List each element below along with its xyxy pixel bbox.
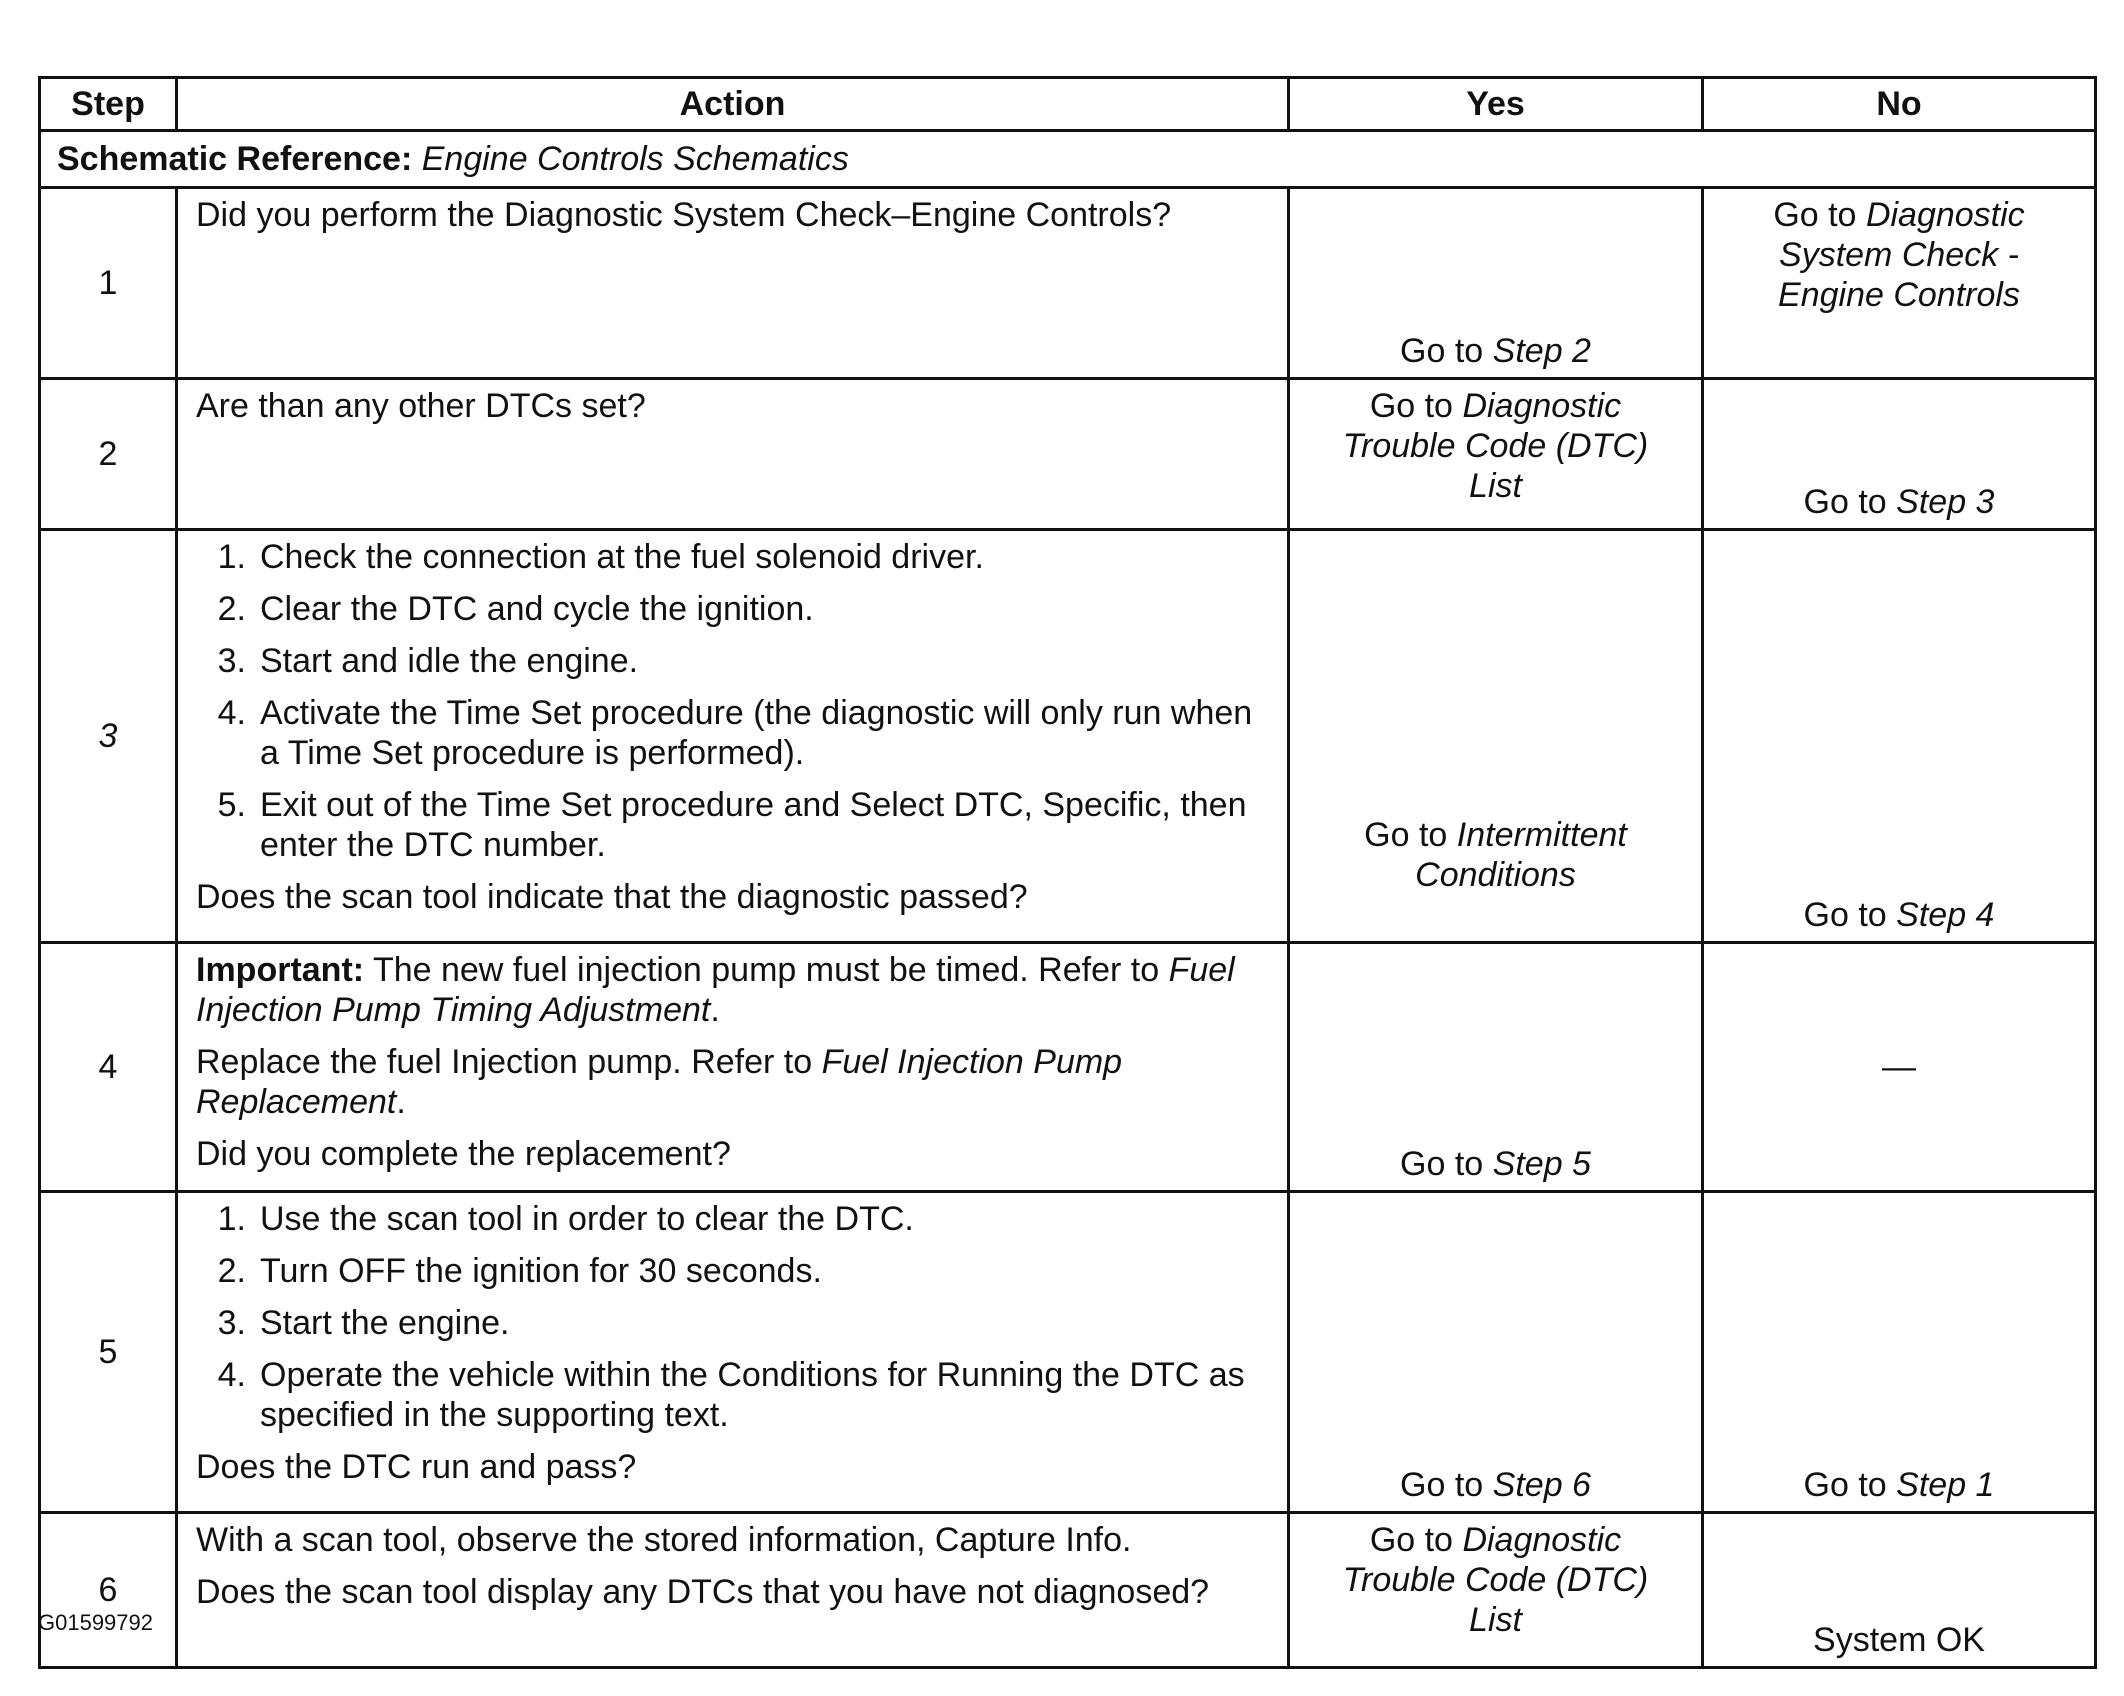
header-step: Step [40,78,177,131]
figure-id: G01599792 [38,1610,153,1635]
no-prefix: Go to [1803,1466,1887,1504]
yes-cell [1289,943,1703,1192]
action-cell [177,943,1289,1192]
yes-cell [1289,188,1703,379]
list-item: 3. Start the engine. [217,1304,510,1342]
action-question: Does the DTC run and pass? [196,1448,637,1486]
no-link[interactable]: Step 4 [1896,896,1995,934]
table-row [40,379,2096,530]
list-item: 1. Check the connection at the fuel solenoid driver. [217,538,984,576]
procedure-list [196,537,1269,865]
step-number: 4 [40,943,177,1192]
schematic-reference-label: Schematic Reference: [57,140,413,178]
no-cell [1703,943,2096,1192]
schematic-reference-link[interactable]: Engine Controls Schematics [421,140,849,178]
no-prefix: Go to [1803,896,1887,934]
header-row [40,78,2096,131]
yes-link[interactable]: Intermittent Conditions [1415,816,1627,894]
yes-cell [1289,530,1703,943]
no-cell [1703,1192,2096,1513]
important-label: Important: [196,951,365,989]
diagnostic-table [38,76,2097,1669]
replace-link[interactable]: Fuel Injection Pump Replacement [196,1043,1123,1121]
important-text: The new fuel injection pump must be timed. Refer to [372,951,1160,989]
action-cell [177,379,1289,530]
action-question: Are than any other DTCs set? [196,387,646,425]
list-item: 1. Use the scan tool in order to clear the DTC. [217,1200,914,1238]
yes-prefix: Go to [1400,1466,1484,1504]
action-cell [177,1513,1289,1668]
header-no: No [1703,78,2096,131]
no-result: System OK [1813,1621,1985,1659]
no-cell [1703,379,2096,530]
no-link[interactable]: Step 3 [1896,483,1995,521]
yes-prefix: Go to [1400,332,1484,370]
yes-cell [1289,379,1703,530]
list-item: 3. Start and idle the engine. [217,642,639,680]
yes-prefix: Go to [1369,387,1453,425]
action-cell [177,1192,1289,1513]
no-link[interactable]: Step 1 [1896,1466,1995,1504]
step-number: 2 [40,379,177,530]
step-number: 3 [40,530,177,943]
schematic-reference-row [40,131,2096,188]
list-item: 2. Clear the DTC and cycle the ignition. [217,590,814,628]
no-prefix: Go to [1803,483,1887,521]
yes-link[interactable]: Diagnostic Trouble Code (DTC) List [1342,1521,1649,1639]
action-cell [177,188,1289,379]
important-link[interactable]: Fuel Injection Pump Timing Adjustment [196,951,1235,1029]
action-cell [177,530,1289,943]
table-row [40,943,2096,1192]
table-row [40,1513,2096,1668]
header-yes: Yes [1289,78,1703,131]
no-prefix: Go to [1773,196,1857,234]
header-action: Action [177,78,1289,131]
yes-prefix: Go to [1400,1145,1484,1183]
yes-cell [1289,1192,1703,1513]
table-row [40,1192,2096,1513]
list-item: 5. Exit out of the Time Set procedure and Select DTC, Specific, then enter the DTC number. [217,786,1247,864]
list-item: 2. Turn OFF the ignition for 30 seconds. [217,1252,822,1290]
yes-link[interactable]: Step 2 [1492,332,1591,370]
yes-cell [1289,1513,1703,1668]
important-note: Important: The new fuel injection pump must be timed. Refer to Fuel Injection Pump Timing Adjustment. [196,951,1235,1029]
table-row [40,530,2096,943]
action-question: Did you perform the Diagnostic System Check–Engine Controls? [196,196,1172,234]
list-item: 4. Activate the Time Set procedure (the diagnostic will only run when a Time Set procedure is performed). [217,694,1253,772]
step-number: 1 [40,188,177,379]
step-number: 5 [40,1192,177,1513]
procedure-list [196,1199,1269,1435]
action-question: Does the scan tool display any DTCs that you have not diagnosed? [196,1573,1210,1611]
yes-prefix: Go to [1369,1521,1453,1559]
action-question: Does the scan tool indicate that the diagnostic passed? [196,878,1028,916]
yes-prefix: Go to [1364,816,1448,854]
yes-link[interactable]: Diagnostic Trouble Code (DTC) List [1342,387,1649,505]
yes-link[interactable]: Step 5 [1492,1145,1591,1183]
action-intro: With a scan tool, observe the stored information, Capture Info. [196,1521,1132,1559]
replace-text: Replace the fuel Injection pump. Refer to [196,1043,813,1081]
no-cell [1703,188,2096,379]
no-cell [1703,530,2096,943]
step-number: 6 [40,1513,177,1668]
list-item: 4. Operate the vehicle within the Conditions for Running the DTC as specified in the supporting text. [217,1356,1245,1434]
no-dash: — [1882,1048,1916,1086]
replace-instruction: Replace the fuel Injection pump. Refer to Fuel Injection Pump Replacement. [196,1043,1123,1121]
schematic-reference [40,131,2096,188]
no-cell [1703,1513,2096,1668]
yes-link[interactable]: Step 6 [1492,1466,1591,1504]
no-link[interactable]: Diagnostic System Check - Engine Controls [1778,196,2025,314]
action-question: Did you complete the replacement? [196,1135,731,1173]
table-row [40,188,2096,379]
